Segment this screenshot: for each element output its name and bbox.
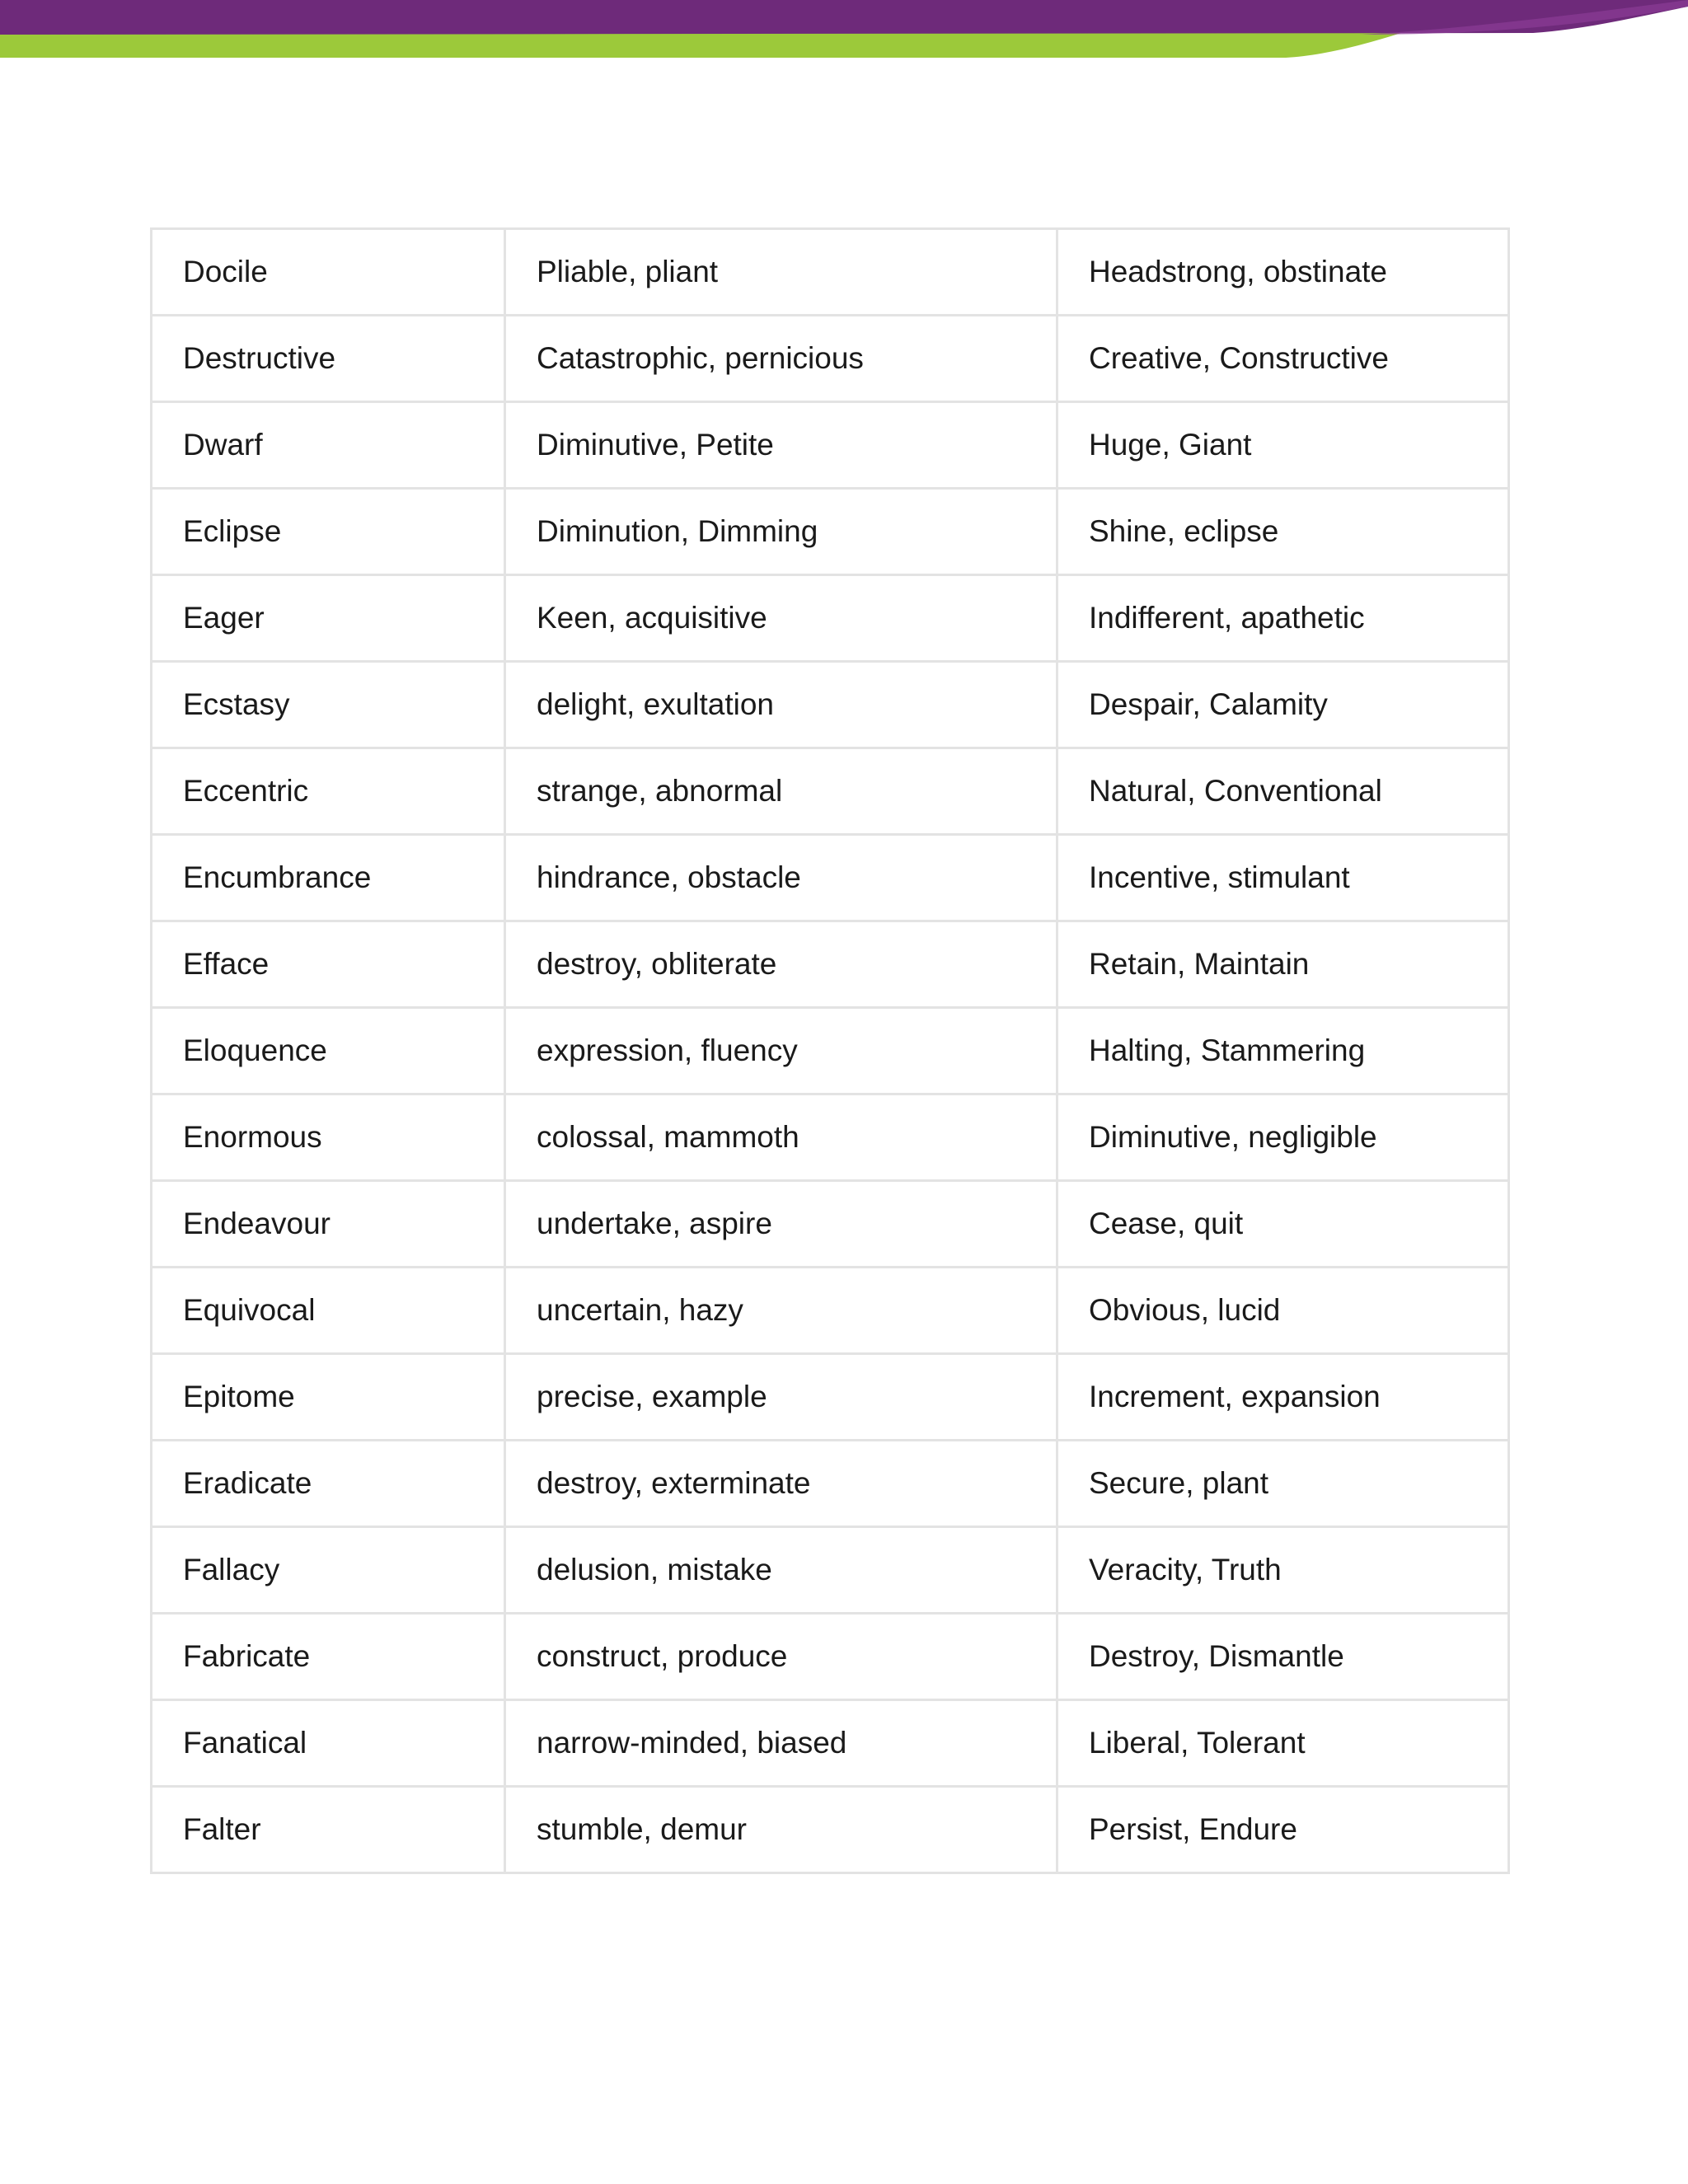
word-cell: Destructive xyxy=(152,316,505,402)
antonyms-cell: Headstrong, obstinate xyxy=(1057,229,1509,316)
synonyms-cell: delight, exultation xyxy=(505,662,1057,748)
word-cell: Ecstasy xyxy=(152,662,505,748)
antonyms-cell: Secure, plant xyxy=(1057,1441,1509,1527)
synonyms-cell: destroy, exterminate xyxy=(505,1441,1057,1527)
synonyms-cell: uncertain, hazy xyxy=(505,1268,1057,1354)
antonyms-cell: Cease, quit xyxy=(1057,1181,1509,1268)
synonym-antonym-table xyxy=(150,227,1510,1874)
table-row xyxy=(152,1094,1509,1181)
antonyms-cell: Halting, Stammering xyxy=(1057,1008,1509,1094)
antonyms-cell: Shine, eclipse xyxy=(1057,489,1509,575)
word-cell: Eloquence xyxy=(152,1008,505,1094)
word-cell: Dwarf xyxy=(152,402,505,489)
antonyms-cell: Diminutive, negligible xyxy=(1057,1094,1509,1181)
synonyms-cell: hindrance, obstacle xyxy=(505,835,1057,921)
table-row xyxy=(152,316,1509,402)
antonyms-cell: Destroy, Dismantle xyxy=(1057,1614,1509,1700)
antonyms-cell: Persist, Endure xyxy=(1057,1787,1509,1873)
synonyms-cell: Diminutive, Petite xyxy=(505,402,1057,489)
word-cell: Eccentric xyxy=(152,748,505,835)
table-row xyxy=(152,575,1509,662)
synonyms-cell: Diminution, Dimming xyxy=(505,489,1057,575)
word-cell: Enormous xyxy=(152,1094,505,1181)
table-row xyxy=(152,835,1509,921)
antonyms-cell: Huge, Giant xyxy=(1057,402,1509,489)
table-row xyxy=(152,1268,1509,1354)
word-cell: Equivocal xyxy=(152,1268,505,1354)
antonyms-cell: Despair, Calamity xyxy=(1057,662,1509,748)
antonyms-cell: Veracity, Truth xyxy=(1057,1527,1509,1614)
word-cell: Endeavour xyxy=(152,1181,505,1268)
table-row xyxy=(152,748,1509,835)
synonyms-cell: narrow-minded, biased xyxy=(505,1700,1057,1787)
synonyms-cell: destroy, obliterate xyxy=(505,921,1057,1008)
word-cell: Efface xyxy=(152,921,505,1008)
word-cell: Eager xyxy=(152,575,505,662)
table-row xyxy=(152,921,1509,1008)
table-row xyxy=(152,1441,1509,1527)
table-row xyxy=(152,489,1509,575)
table-row xyxy=(152,1700,1509,1787)
antonyms-cell: Liberal, Tolerant xyxy=(1057,1700,1509,1787)
table-row xyxy=(152,662,1509,748)
synonyms-cell: delusion, mistake xyxy=(505,1527,1057,1614)
table-row xyxy=(152,1614,1509,1700)
word-cell: Fabricate xyxy=(152,1614,505,1700)
word-cell: Docile xyxy=(152,229,505,316)
table-row xyxy=(152,1181,1509,1268)
synonyms-cell: colossal, mammoth xyxy=(505,1094,1057,1181)
synonyms-cell: strange, abnormal xyxy=(505,748,1057,835)
synonyms-cell: construct, produce xyxy=(505,1614,1057,1700)
antonyms-cell: Obvious, lucid xyxy=(1057,1268,1509,1354)
word-cell: Epitome xyxy=(152,1354,505,1441)
antonyms-cell: Incentive, stimulant xyxy=(1057,835,1509,921)
antonyms-cell: Creative, Constructive xyxy=(1057,316,1509,402)
header-decoration xyxy=(0,0,1688,66)
table-body xyxy=(152,229,1509,1873)
synonyms-cell: Pliable, pliant xyxy=(505,229,1057,316)
table-row xyxy=(152,1354,1509,1441)
synonyms-cell: Keen, acquisitive xyxy=(505,575,1057,662)
table-row xyxy=(152,402,1509,489)
synonyms-cell: Catastrophic, pernicious xyxy=(505,316,1057,402)
word-cell: Fallacy xyxy=(152,1527,505,1614)
word-cell: Fanatical xyxy=(152,1700,505,1787)
synonyms-cell: expression, fluency xyxy=(505,1008,1057,1094)
synonyms-cell: stumble, demur xyxy=(505,1787,1057,1873)
antonyms-cell: Indifferent, apathetic xyxy=(1057,575,1509,662)
table-row xyxy=(152,1787,1509,1873)
table-row xyxy=(152,1527,1509,1614)
table-row xyxy=(152,1008,1509,1094)
synonyms-cell: undertake, aspire xyxy=(505,1181,1057,1268)
word-cell: Encumbrance xyxy=(152,835,505,921)
antonyms-cell: Natural, Conventional xyxy=(1057,748,1509,835)
word-cell: Falter xyxy=(152,1787,505,1873)
word-cell: Eradicate xyxy=(152,1441,505,1527)
antonyms-cell: Retain, Maintain xyxy=(1057,921,1509,1008)
antonyms-cell: Increment, expansion xyxy=(1057,1354,1509,1441)
table-row xyxy=(152,229,1509,316)
word-cell: Eclipse xyxy=(152,489,505,575)
synonyms-cell: precise, example xyxy=(505,1354,1057,1441)
